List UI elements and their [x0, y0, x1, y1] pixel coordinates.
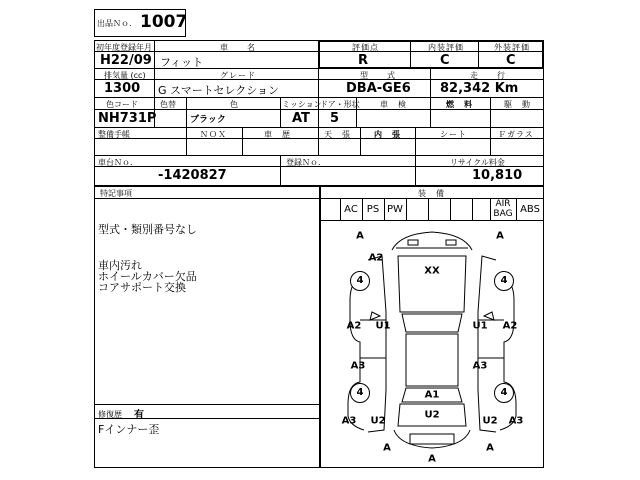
exterior-score-value: C	[506, 53, 516, 68]
car-diagram	[320, 220, 544, 468]
repair-note: Fインナー歪	[98, 423, 160, 436]
transmission-label: ミッション	[282, 100, 322, 109]
damage-mark: A	[486, 442, 494, 454]
color-value: ブラック	[190, 115, 226, 125]
lot-number: 1007	[140, 12, 188, 32]
model-value: DBA-GE6	[346, 81, 411, 96]
note-line-0: 型式・類別番号なし	[98, 223, 197, 236]
first-reg-value: H22/09	[100, 53, 152, 68]
interior-label: 内 張	[374, 130, 401, 139]
damage-mark: A	[428, 453, 436, 465]
equipment-item: AC	[344, 204, 358, 215]
grade-value: G スマートセレクション	[158, 84, 280, 97]
displacement-label: 排気量 (cc)	[104, 71, 146, 80]
equipment-divider	[428, 198, 429, 220]
color-code-value: NH731P	[98, 111, 157, 126]
repair-label: 修復歴	[98, 410, 122, 419]
damage-mark: A3	[341, 415, 357, 427]
fglass-label: Ｆガラス	[498, 130, 534, 139]
equipment-divider	[472, 198, 473, 220]
damage-mark: A3	[350, 360, 366, 372]
color-type-label: 色替	[160, 100, 176, 109]
displacement-value: 1300	[104, 81, 141, 96]
equipment-divider	[406, 198, 407, 220]
tire-mark: 4	[350, 271, 370, 291]
damage-mark: A	[356, 230, 364, 242]
recycle-value: 10,810	[472, 168, 523, 183]
damage-mark: A	[496, 230, 504, 242]
reg-no-label: 登録Ｎｏ．	[286, 158, 326, 167]
note-line-3: ホイールカバー欠品	[98, 270, 197, 283]
damage-mark: U2	[370, 415, 386, 427]
notes-header: 特記事項	[100, 189, 132, 198]
recycle-label: リサイクル料金	[450, 158, 505, 167]
doors-label: ドア・形状	[320, 100, 360, 109]
equipment-header: 装 備	[418, 189, 445, 198]
damage-mark: A	[383, 442, 391, 454]
tire-mark: 4	[494, 271, 514, 291]
damage-mark: U2	[482, 415, 498, 427]
chassis-label: 車台Ｎｏ．	[98, 158, 138, 167]
score-label: 評価点	[352, 43, 379, 52]
damage-mark: XX	[424, 265, 440, 277]
grade-label: グレード	[220, 71, 256, 80]
damage-mark: U1	[375, 320, 391, 332]
damage-mark: A3	[472, 360, 488, 372]
equipment-item: AIR BAG	[493, 199, 513, 219]
manual-label: 整備手帳	[98, 130, 130, 139]
first-reg-label: 初年度登録年月	[96, 43, 152, 52]
damage-mark: U1	[472, 320, 488, 332]
doors-value: 5	[330, 111, 340, 126]
chassis-value: -1420827	[158, 168, 227, 183]
lot-label: 出品Ｎｏ．	[97, 19, 137, 28]
tire-mark: 4	[494, 383, 514, 403]
equipment-divider	[450, 198, 451, 220]
mileage-value: 82,342 Km	[440, 81, 519, 96]
score-value: R	[358, 53, 369, 68]
damage-mark: A2	[346, 320, 362, 332]
equipment-item: PW	[387, 204, 403, 215]
exterior-score-label: 外装評価	[494, 43, 530, 52]
seat-label: シート	[440, 130, 467, 139]
inspection-label: 車 検	[380, 100, 407, 109]
equipment-item: ABS	[520, 204, 540, 215]
tire-mark: 4	[350, 383, 370, 403]
mileage-label: 走 行	[470, 71, 506, 80]
color-label: 色	[230, 100, 239, 109]
note-line-4: コアサポート交換	[98, 281, 186, 294]
car-name-value: フィット	[160, 56, 204, 69]
equipment-item: PS	[366, 204, 380, 215]
damage-mark: A2	[368, 252, 384, 264]
interior-score-value: C	[440, 53, 450, 68]
model-label: 型 式	[360, 71, 396, 80]
note-line-2: 車内汚れ	[98, 259, 142, 272]
history-label: 車 歴	[264, 130, 291, 139]
fuel-label: 燃 料	[446, 100, 473, 109]
equipment-divider	[320, 198, 321, 220]
drive-label: 駆 動	[504, 100, 531, 109]
damage-mark: A1	[424, 389, 440, 401]
car-name-label: 車 名	[220, 43, 256, 52]
roof-label: 天 張	[324, 130, 351, 139]
damage-mark: A2	[502, 320, 518, 332]
damage-mark: U2	[424, 409, 440, 421]
color-code-label: 色コード	[106, 100, 138, 109]
nox-label: ＮＯＸ	[200, 130, 227, 139]
interior-score-label: 内装評価	[428, 43, 464, 52]
transmission-value: AT	[292, 111, 310, 126]
damage-mark: A3	[508, 415, 524, 427]
repair-value: 有	[134, 410, 144, 421]
